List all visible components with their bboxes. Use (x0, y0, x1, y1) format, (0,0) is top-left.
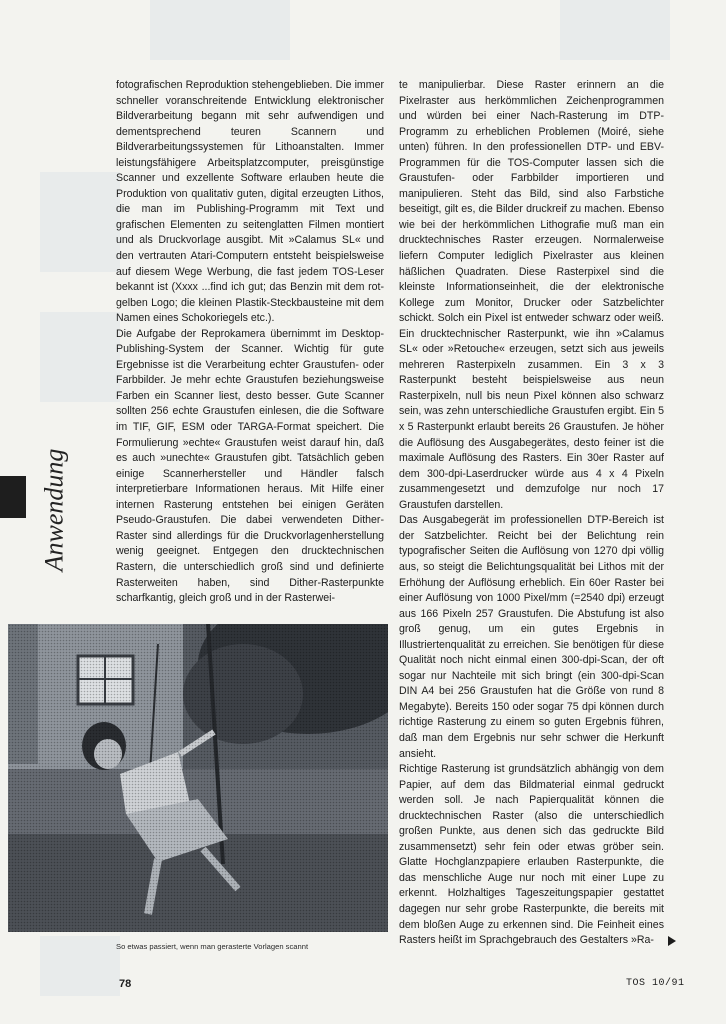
section-marker-bar (0, 476, 26, 518)
photo-illustration (8, 624, 388, 932)
show-through-4 (40, 312, 120, 402)
paragraph: fotografischen Reproduktion stehengeblieben. Die immer schneller voranschreitende Entwicklung elektronischer Bildverarbeitung begann mit sehr aufwendigen und dementsprechend teuren Scannern und Bildverarbeitungssystemen für Lithoanstalten. Immer leistungsfähigere Arbeitsplatzcomputer, preisgünstige Scanner und exzellente Software erlauben heute die Produktion von qualitativ guten, digital erzeugten Lithos, die man im Publishing-Programm mit Text und grafischen Elementen zu seitenglatten Filmen montiert und als Druckvorlage ausgibt. Mit »Calamus SL« und den vertrauten Atari-Computern entsteht beispielsweise auf diesem Wege Werbung, die fast jedem TOS-Leser bekannt ist (Xxxx ...find ich gut; das Benzin mit dem rot-gelben Logo; die kleinen Plastik-Steckbausteine mit dem Namen eines Schokoriegels etc.). (116, 79, 384, 325)
page-number: 78 (119, 978, 132, 990)
paragraph: Das Ausgabegerät im professionellen DTP-Bereich ist der Satzbelichter. Reicht bei der Belichtung rein typografischer Seiten die Auflösung von 1270 dpi völlig aus, so steigt die Belichtungsqualität bei Lithos mit der Erhöhung der Auflösung erheblich. Ein 60er Raster bei einer Auflösung von 1000 Pixel/mm (=2540 dpi) erzeugt aus 166 Pixeln 257 Graustufen. Die Abstufung ist also groß genug, um ein gutes Ergebnis in Illustriertenqualität zu erreichen. Sie benötigen für diese Qualität noch nicht einmal einen 300-dpi-Scan, der oft sogar nur Nachteile mit sich bringt (ein 300-dpi-Scan DIN A4 bei 256 Graustufen hat die Größe von rund 8 Megabyte). Bereits 150 oder sogar 75 dpi können durch richtige Rasterung zu einem so guten Ergebnis führen, daß man dem Ergebnis nur sehr schwer die Herkunft ansieht. (399, 514, 664, 760)
show-through-1 (150, 0, 290, 60)
section-label (24, 420, 84, 600)
section-label-text: Anwendung (39, 448, 69, 572)
continue-arrow-icon (668, 936, 676, 946)
issue-label: TOS 10/91 (626, 978, 685, 989)
paragraph: Richtige Rasterung ist grundsätzlich abhängig von dem Papier, auf dem das Bildmaterial einmal gedruckt werden soll. Je nach Papierqualität können die drucktechnischen Raster (also die unterschiedlich großen Punkte, aus denen sich das gedruckte Bild zusammensetzt) sehr fein oder etwas gröber sein. Glatte Hochglanzpapiere erlauben Rasterpunkte, die das menschliche Auge nur noch mit einer Lupe zu erkennt. Holzhaltiges Tageszeitungspapier gestattet dagegen nur sehr grobe Rasterpunkte, die bereits mit dem bloßen Auge zu erkennen sind. Die Feinheit eines Rasters heißt im Sprachgebrauch des Gestalters »Ra- (399, 763, 664, 947)
show-through-5 (40, 936, 120, 996)
paragraph: Die Aufgabe der Reprokamera übernimmt im Desktop-Publishing-System der Scanner. Wichtig für gute Ergebnisse ist die Verarbeitung echter Graustufen- oder Farbbilder. Je mehr echte Graustufen beziehungsweise Farben ein Scanner liest, desto besser. Gute Scanner sollten 256 echte Graustufen einlesen, die die Software im TIF, GIF, ESM oder TARGA-Format speichert. Die Formulierung »echte« Graustufen weist darauf hin, daß es auch »unechte« Graustufen gibt. Tatsächlich geben einige Scannerhersteller und Händler falsch interpretierbare Informationen heraus. Mit Hilfe einer internen Rasterung entstehen bei einigen Geräten Pseudo-Graustufen. Die dabei verwendeten Dither-Raster sind allerdings für die Druckvorlagenherstellung wenig geeignet. Entgegen den drucktechnischen Rastern, die unterschiedlich groß sind und definierte Rasterweiten haben, sind Dither-Rasterpunkte scharfkantig, gleich groß und in der Rasterwei- (116, 327, 384, 605)
halftone-photo (8, 624, 388, 932)
right-text-column (399, 78, 664, 949)
left-text-column (116, 78, 384, 607)
photo-caption: So etwas passiert, wenn man gerasterte Vorlagen scannt (116, 942, 309, 951)
paragraph: te manipulierbar. Diese Raster erinnern an die Pixelraster aus herkömmlichen Zeichenprogrammen und würden bei einer Nach-Rasterung im DTP-Programm zu erheblichen Problemen (Moiré, siehe unten) führen. In den professionellen DTP- und EBV-Programmen für die TOS-Computer lassen sich die Graustufen- oder Farbbilder importieren und manipulieren. Steht das Bild, sind also Farbstiche beseitigt, gilt es, die Bilder druckreif zu machen. Ebenso wie bei der herkömmlichen Lithografie muß man ein drucktechnisches Raster erzeugen. Normalerweise liefern Computer lediglich Pixelraster aus kleinen häßlichen Quadraten. Diese Rasterpixel sind die kleinste Informationseinheit, die der elektronische Kollege zum Monitor, Drucker oder Satzbelichter schickt. Solch ein Pixel ist entweder schwarz oder weiß. Ein drucktechnischer Rasterpunkt, wie ihn »Calamus SL« oder »Retouche« erzeugen, setzt sich aus jeweils mehreren Rasterpixeln zusammen. Ein 3 x 3 Rasterpunkt besteht beispielsweise aus neun Rasterpixeln, null bis neun Pixel können also schwarz sein, was zehn unterschiedliche Graustufen ergibt. Ein 5 x 5 Rasterpunkt erlaubt bereits 26 Graustufen. Je höher die Auflösung des Ausgabegerätes, desto feiner ist die maximale Auflösung des Rasters. Ein 30er Raster auf dem 300-dpi-Laserdrucker würde aus 4 x 4 Pixeln zusammengesetzt und demzufolge nur noch 17 Graustufen darstellen. (399, 79, 664, 511)
show-through-3 (40, 172, 120, 272)
show-through-2 (560, 0, 670, 60)
